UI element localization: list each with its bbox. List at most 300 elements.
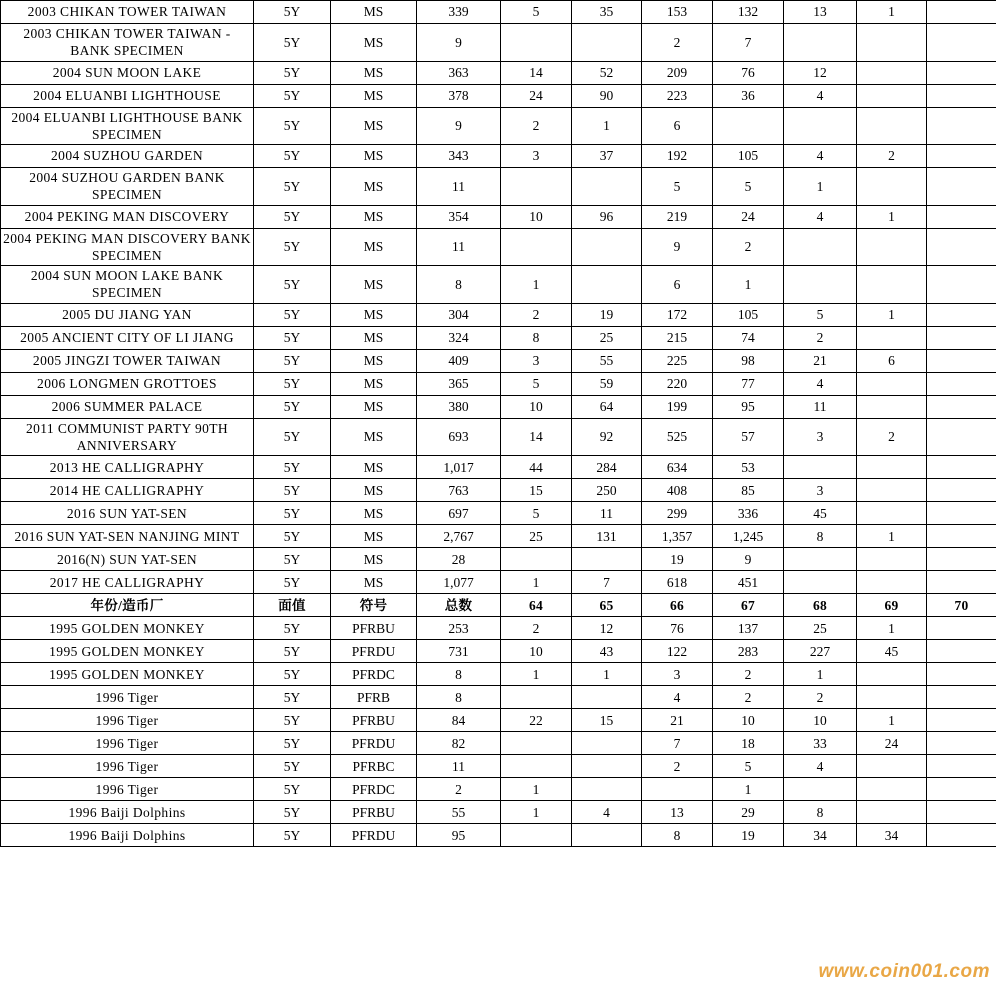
table-cell: 5Y: [254, 418, 331, 456]
table-cell: 380: [417, 395, 501, 418]
table-cell: [927, 479, 996, 502]
table-cell: 1: [857, 709, 927, 732]
table-cell: [927, 525, 996, 548]
table-cell: 总数: [417, 594, 501, 617]
table-cell: 11: [784, 395, 857, 418]
table-cell: 28: [417, 548, 501, 571]
table-cell: 70: [927, 594, 996, 617]
table-cell: [501, 824, 572, 847]
coin-name-cell: 2004 SUZHOU GARDEN BANK SPECIMEN: [1, 168, 254, 206]
table-cell: 65: [572, 594, 642, 617]
table-cell: 5: [501, 502, 572, 525]
table-cell: 5: [642, 168, 713, 206]
table-cell: 21: [642, 709, 713, 732]
table-cell: 763: [417, 479, 501, 502]
table-cell: 223: [642, 84, 713, 107]
table-cell: 5Y: [254, 824, 331, 847]
table-cell: 339: [417, 1, 501, 24]
table-cell: 1: [501, 801, 572, 824]
coin-name-cell: 2011 COMMUNIST PARTY 90TH ANNIVERSARY: [1, 418, 254, 456]
table-cell: [572, 168, 642, 206]
table-cell: 57: [713, 418, 784, 456]
table-row: [1, 61, 996, 84]
coin-name-cell: 2004 ELUANBI LIGHTHOUSE: [1, 84, 254, 107]
table-cell: 1: [857, 525, 927, 548]
coin-name-cell: 2006 SUMMER PALACE: [1, 395, 254, 418]
table-cell: [927, 326, 996, 349]
table-cell: 5Y: [254, 502, 331, 525]
table-cell: 1: [784, 663, 857, 686]
table-cell: [572, 228, 642, 266]
table-cell: 3: [642, 663, 713, 686]
table-cell: 6: [642, 107, 713, 145]
table-cell: MS: [331, 395, 417, 418]
table-cell: 9: [417, 24, 501, 62]
table-cell: MS: [331, 349, 417, 372]
table-row: [1, 418, 996, 456]
table-cell: 697: [417, 502, 501, 525]
table-cell: 8: [642, 824, 713, 847]
table-cell: 219: [642, 205, 713, 228]
table-cell: 76: [642, 617, 713, 640]
table-cell: 95: [713, 395, 784, 418]
table-cell: 408: [642, 479, 713, 502]
table-cell: 199: [642, 395, 713, 418]
table-cell: 14: [501, 61, 572, 84]
table-cell: MS: [331, 228, 417, 266]
table-cell: 7: [572, 571, 642, 594]
table-cell: [784, 548, 857, 571]
table-cell: 304: [417, 303, 501, 326]
table-row: [1, 372, 996, 395]
table-cell: [501, 755, 572, 778]
table-cell: 153: [642, 1, 713, 24]
table-cell: 2: [417, 778, 501, 801]
table-cell: 1: [572, 107, 642, 145]
table-cell: 24: [713, 205, 784, 228]
table-cell: 365: [417, 372, 501, 395]
table-cell: 8: [417, 686, 501, 709]
table-cell: PFRBC: [331, 755, 417, 778]
table-cell: 10: [501, 640, 572, 663]
table-cell: 19: [572, 303, 642, 326]
table-cell: [927, 571, 996, 594]
table-cell: PFRDU: [331, 732, 417, 755]
table-cell: [927, 778, 996, 801]
table-cell: 4: [784, 205, 857, 228]
table-cell: [857, 479, 927, 502]
table-cell: [501, 228, 572, 266]
table-cell: MS: [331, 303, 417, 326]
table-cell: 11: [417, 755, 501, 778]
table-cell: 10: [713, 709, 784, 732]
table-cell: 618: [642, 571, 713, 594]
table-cell: 96: [572, 205, 642, 228]
table-cell: 4: [642, 686, 713, 709]
table-cell: 1: [501, 778, 572, 801]
table-row: [1, 456, 996, 479]
coin-name-cell: 2004 ELUANBI LIGHTHOUSE BANK SPECIMEN: [1, 107, 254, 145]
table-cell: 74: [713, 326, 784, 349]
table-cell: [927, 61, 996, 84]
table-cell: 5Y: [254, 84, 331, 107]
table-cell: [784, 266, 857, 304]
table-cell: [857, 456, 927, 479]
table-cell: [857, 663, 927, 686]
table-cell: MS: [331, 502, 417, 525]
table-cell: [572, 24, 642, 62]
coin-name-cell: 2003 CHIKAN TOWER TAIWAN: [1, 1, 254, 24]
table-cell: [927, 709, 996, 732]
table-cell: [927, 617, 996, 640]
table-cell: 1: [857, 1, 927, 24]
table-cell: 5Y: [254, 395, 331, 418]
table-cell: 55: [417, 801, 501, 824]
table-cell: 5Y: [254, 709, 331, 732]
table-cell: 8: [784, 525, 857, 548]
table-row: [1, 732, 996, 755]
table-cell: 2: [501, 303, 572, 326]
table-cell: 95: [417, 824, 501, 847]
table-cell: 37: [572, 145, 642, 168]
coin-name-cell: 2014 HE CALLIGRAPHY: [1, 479, 254, 502]
table-cell: MS: [331, 1, 417, 24]
table-cell: 43: [572, 640, 642, 663]
table-cell: 5: [501, 372, 572, 395]
table-cell: [927, 801, 996, 824]
table-cell: [857, 571, 927, 594]
table-cell: 2: [642, 755, 713, 778]
table-cell: MS: [331, 479, 417, 502]
table-cell: 14: [501, 418, 572, 456]
table-row: [1, 205, 996, 228]
table-cell: 3: [784, 418, 857, 456]
table-cell: 64: [501, 594, 572, 617]
table-cell: 1,357: [642, 525, 713, 548]
table-row: [1, 640, 996, 663]
table-cell: 1: [857, 303, 927, 326]
table-cell: 2,767: [417, 525, 501, 548]
table-cell: 84: [417, 709, 501, 732]
table-cell: 82: [417, 732, 501, 755]
table-cell: 19: [713, 824, 784, 847]
table-cell: 5Y: [254, 479, 331, 502]
table-cell: 5: [784, 303, 857, 326]
table-cell: [927, 548, 996, 571]
table-cell: 5Y: [254, 61, 331, 84]
table-cell: [784, 228, 857, 266]
table-cell: [784, 571, 857, 594]
table-cell: 354: [417, 205, 501, 228]
table-cell: [857, 84, 927, 107]
table-cell: 5Y: [254, 326, 331, 349]
coin-name-cell: 2016 SUN YAT-SEN: [1, 502, 254, 525]
table-cell: 15: [572, 709, 642, 732]
table-cell: 209: [642, 61, 713, 84]
table-cell: 4: [784, 84, 857, 107]
table-cell: 3: [501, 145, 572, 168]
table-cell: [572, 686, 642, 709]
table-cell: 192: [642, 145, 713, 168]
table-cell: 4: [572, 801, 642, 824]
table-body: [1, 1, 996, 847]
table-cell: 22: [501, 709, 572, 732]
table-cell: 4: [784, 755, 857, 778]
coin-name-cell: 2005 JINGZI TOWER TAIWAN: [1, 349, 254, 372]
table-row: [1, 326, 996, 349]
table-cell: 731: [417, 640, 501, 663]
table-cell: [927, 84, 996, 107]
table-cell: 324: [417, 326, 501, 349]
table-cell: 69: [857, 594, 927, 617]
table-cell: 10: [501, 395, 572, 418]
table-row: [1, 502, 996, 525]
table-cell: 5Y: [254, 228, 331, 266]
table-cell: 8: [784, 801, 857, 824]
coin-name-cell: 1996 Tiger: [1, 732, 254, 755]
table-cell: MS: [331, 145, 417, 168]
table-cell: 18: [713, 732, 784, 755]
table-cell: [927, 303, 996, 326]
table-cell: 5Y: [254, 571, 331, 594]
table-cell: 24: [501, 84, 572, 107]
table-row: [1, 228, 996, 266]
table-cell: [501, 686, 572, 709]
table-cell: 11: [417, 228, 501, 266]
table-cell: 9: [642, 228, 713, 266]
table-cell: 66: [642, 594, 713, 617]
table-cell: 符号: [331, 594, 417, 617]
table-cell: [857, 228, 927, 266]
table-cell: 132: [713, 1, 784, 24]
table-cell: [927, 228, 996, 266]
table-cell: [927, 145, 996, 168]
table-cell: 2: [784, 326, 857, 349]
table-cell: [927, 266, 996, 304]
table-cell: MS: [331, 61, 417, 84]
table-cell: [857, 24, 927, 62]
table-cell: 6: [642, 266, 713, 304]
table-cell: [927, 732, 996, 755]
table-cell: 2: [501, 617, 572, 640]
coin-name-cell: 1995 GOLDEN MONKEY: [1, 617, 254, 640]
table-cell: [927, 663, 996, 686]
table-cell: 5Y: [254, 755, 331, 778]
table-cell: 4: [784, 145, 857, 168]
table-cell: 2: [642, 24, 713, 62]
table-cell: 12: [572, 617, 642, 640]
table-cell: 25: [784, 617, 857, 640]
table-cell: 35: [572, 1, 642, 24]
table-cell: [572, 755, 642, 778]
table-cell: 6: [857, 349, 927, 372]
table-cell: 5Y: [254, 732, 331, 755]
table-cell: 5Y: [254, 456, 331, 479]
table-cell: 5Y: [254, 24, 331, 62]
table-cell: PFRBU: [331, 801, 417, 824]
coin-name-cell: 1996 Baiji Dolphins: [1, 824, 254, 847]
coin-name-cell: 2004 SUN MOON LAKE: [1, 61, 254, 84]
table-cell: 1: [572, 663, 642, 686]
coin-name-cell: 2004 PEKING MAN DISCOVERY BANK SPECIMEN: [1, 228, 254, 266]
table-cell: 5Y: [254, 686, 331, 709]
table-cell: 137: [713, 617, 784, 640]
coin-name-cell: 1995 GOLDEN MONKEY: [1, 640, 254, 663]
table-cell: [857, 61, 927, 84]
table-cell: MS: [331, 107, 417, 145]
coin-name-cell: 2005 DU JIANG YAN: [1, 303, 254, 326]
table-row: [1, 24, 996, 62]
table-cell: MS: [331, 266, 417, 304]
table-row: [1, 755, 996, 778]
table-cell: 5Y: [254, 640, 331, 663]
coin-name-cell: 2005 ANCIENT CITY OF LI JIANG: [1, 326, 254, 349]
table-cell: 7: [642, 732, 713, 755]
table-cell: 53: [713, 456, 784, 479]
table-cell: 13: [642, 801, 713, 824]
table-row: [1, 145, 996, 168]
table-cell: 7: [713, 24, 784, 62]
table-cell: 34: [857, 824, 927, 847]
table-cell: 25: [501, 525, 572, 548]
table-cell: 5Y: [254, 801, 331, 824]
coin-name-cell: 1996 Tiger: [1, 755, 254, 778]
table-cell: 1,017: [417, 456, 501, 479]
table-cell: MS: [331, 571, 417, 594]
table-cell: 525: [642, 418, 713, 456]
table-cell: 1: [501, 571, 572, 594]
table-cell: 634: [642, 456, 713, 479]
table-cell: 45: [857, 640, 927, 663]
table-cell: [927, 24, 996, 62]
table-cell: 68: [784, 594, 857, 617]
table-cell: 1: [713, 778, 784, 801]
table-cell: [927, 1, 996, 24]
table-cell: 1: [713, 266, 784, 304]
coin-name-cell: 1995 GOLDEN MONKEY: [1, 663, 254, 686]
table-cell: 343: [417, 145, 501, 168]
table-cell: PFRDU: [331, 640, 417, 663]
table-cell: MS: [331, 24, 417, 62]
table-cell: [501, 548, 572, 571]
table-cell: [857, 266, 927, 304]
table-cell: 1: [501, 663, 572, 686]
table-cell: 2: [713, 228, 784, 266]
table-cell: [927, 372, 996, 395]
table-cell: [572, 548, 642, 571]
table-cell: [927, 502, 996, 525]
table-cell: 5: [713, 168, 784, 206]
table-cell: [501, 168, 572, 206]
table-cell: 1,077: [417, 571, 501, 594]
table-cell: [784, 107, 857, 145]
table-cell: [927, 107, 996, 145]
table-cell: 5Y: [254, 1, 331, 24]
table-cell: [927, 686, 996, 709]
table-cell: [857, 801, 927, 824]
table-row: [1, 1, 996, 24]
table-cell: [784, 778, 857, 801]
table-cell: 1: [857, 617, 927, 640]
table-cell: 12: [784, 61, 857, 84]
table-cell: 225: [642, 349, 713, 372]
table-cell: [857, 502, 927, 525]
table-cell: 105: [713, 303, 784, 326]
table-cell: 2: [857, 145, 927, 168]
table-cell: 3: [501, 349, 572, 372]
table-cell: 8: [417, 663, 501, 686]
table-cell: 2: [501, 107, 572, 145]
table-row: [1, 525, 996, 548]
coin-name-cell: 2013 HE CALLIGRAPHY: [1, 456, 254, 479]
table-cell: [572, 732, 642, 755]
table-row: [1, 395, 996, 418]
table-cell: 5Y: [254, 617, 331, 640]
table-row: [1, 303, 996, 326]
coin-name-cell: 2016(N) SUN YAT-SEN: [1, 548, 254, 571]
table-cell: 92: [572, 418, 642, 456]
table-row: [1, 168, 996, 206]
table-cell: 451: [713, 571, 784, 594]
table-cell: 5Y: [254, 372, 331, 395]
table-cell: 122: [642, 640, 713, 663]
table-cell: 5Y: [254, 145, 331, 168]
table-cell: 15: [501, 479, 572, 502]
table-row: [1, 663, 996, 686]
table-cell: [927, 168, 996, 206]
table-cell: [857, 326, 927, 349]
table-cell: MS: [331, 525, 417, 548]
table-cell: [857, 372, 927, 395]
table-cell: 2: [784, 686, 857, 709]
table-cell: 5: [713, 755, 784, 778]
table-cell: 227: [784, 640, 857, 663]
table-cell: [927, 205, 996, 228]
table-cell: 10: [784, 709, 857, 732]
table-cell: [927, 824, 996, 847]
table-row: [1, 686, 996, 709]
coin-name-cell: 1996 Tiger: [1, 778, 254, 801]
table-cell: 10: [501, 205, 572, 228]
table-cell: [857, 548, 927, 571]
table-cell: 52: [572, 61, 642, 84]
table-cell: 2: [857, 418, 927, 456]
table-cell: 8: [501, 326, 572, 349]
table-cell: [927, 456, 996, 479]
table-cell: 19: [642, 548, 713, 571]
table-cell: MS: [331, 456, 417, 479]
coin-name-cell: 2016 SUN YAT-SEN NANJING MINT: [1, 525, 254, 548]
table-cell: 5Y: [254, 778, 331, 801]
table-cell: [857, 755, 927, 778]
table-cell: 3: [784, 479, 857, 502]
table-cell: 77: [713, 372, 784, 395]
table-row: [1, 824, 996, 847]
table-cell: MS: [331, 84, 417, 107]
coin-name-cell: 2006 LONGMEN GROTTOES: [1, 372, 254, 395]
table-cell: 4: [784, 372, 857, 395]
table-cell: 284: [572, 456, 642, 479]
table-cell: 105: [713, 145, 784, 168]
table-cell: [501, 732, 572, 755]
table-row: [1, 548, 996, 571]
table-cell: MS: [331, 326, 417, 349]
table-cell: 67: [713, 594, 784, 617]
coin-name-cell: 1996 Tiger: [1, 709, 254, 732]
table-cell: 5Y: [254, 548, 331, 571]
table-cell: 9: [713, 548, 784, 571]
coin-name-cell: 2003 CHIKAN TOWER TAIWAN - BANK SPECIMEN: [1, 24, 254, 62]
